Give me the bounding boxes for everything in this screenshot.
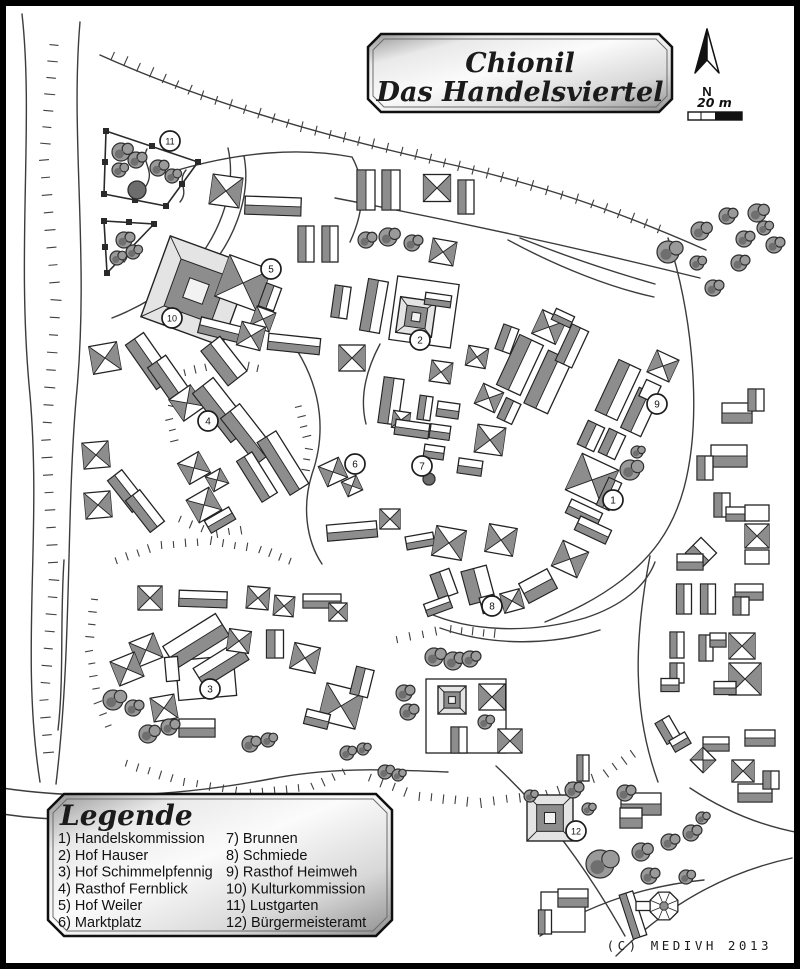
building — [164, 656, 179, 681]
building — [429, 424, 451, 441]
building — [714, 682, 736, 695]
building — [357, 170, 375, 210]
map-title-line1: Chionil — [465, 48, 575, 79]
building — [273, 595, 295, 617]
building — [474, 424, 506, 456]
building — [745, 524, 769, 548]
map-marker-number: 8 — [489, 601, 495, 613]
building — [209, 174, 243, 208]
building — [661, 679, 679, 692]
legend-item-5: 5) Hof Weiler — [58, 898, 143, 915]
title-plaque — [368, 34, 672, 112]
building — [89, 342, 121, 374]
building — [429, 360, 453, 384]
building — [729, 633, 755, 659]
pyramid-roof-building — [438, 686, 466, 714]
map-marker-9 — [647, 394, 667, 414]
building — [436, 401, 460, 419]
building — [677, 554, 703, 570]
map-title-line2: Das Handelsviertel — [376, 77, 664, 108]
building — [329, 603, 347, 621]
building — [697, 456, 713, 480]
building — [429, 238, 457, 266]
fence-post — [102, 159, 108, 165]
fence-post — [104, 270, 110, 276]
building — [748, 389, 764, 411]
building — [138, 586, 162, 610]
building — [298, 226, 314, 262]
map-marker-number: 12 — [570, 826, 582, 837]
building — [432, 526, 467, 561]
building — [726, 507, 746, 521]
legend-item-12: 12) Bürgermeisteramt — [226, 915, 367, 931]
building — [179, 719, 215, 737]
map-marker-number: 10 — [166, 313, 178, 324]
map-marker-3 — [200, 679, 220, 699]
legend-title: Legende — [60, 799, 193, 832]
map-marker-number: 9 — [654, 399, 660, 411]
building — [424, 175, 451, 202]
map-marker-12 — [566, 821, 586, 841]
building — [465, 345, 488, 368]
building — [710, 633, 726, 647]
north-label: N — [702, 84, 712, 99]
fence-post — [151, 221, 157, 227]
map-marker-4 — [198, 411, 218, 431]
fence-post — [126, 219, 132, 225]
building — [227, 629, 252, 654]
building — [382, 170, 400, 210]
building — [290, 643, 321, 674]
building — [457, 458, 483, 476]
map-marker-number: 2 — [417, 335, 423, 347]
building — [677, 584, 692, 614]
building — [733, 597, 749, 615]
map-marker-10 — [162, 308, 182, 328]
building — [701, 584, 716, 614]
fence-post — [103, 128, 109, 134]
building — [745, 505, 769, 521]
building — [479, 684, 505, 710]
copyright-text: (C) MEDIVH 2013 — [606, 938, 772, 953]
legend-item-3: 3) Hof Schimmelpfennig — [58, 864, 213, 881]
building — [745, 730, 775, 746]
building — [236, 321, 265, 350]
building — [577, 755, 589, 781]
building — [458, 180, 474, 214]
legend-item-8: 8) Schmiede — [226, 847, 308, 864]
garden-pond — [128, 181, 146, 199]
building — [451, 727, 467, 753]
map-marker-5 — [261, 259, 281, 279]
map-marker-number: 1 — [610, 495, 616, 507]
building — [380, 509, 400, 529]
fence-post — [163, 203, 169, 209]
building — [245, 196, 302, 216]
building — [485, 524, 517, 556]
building — [558, 889, 588, 907]
building — [620, 808, 642, 828]
map-marker-6 — [345, 454, 365, 474]
building — [763, 771, 779, 789]
map-marker-8 — [482, 596, 502, 616]
building — [745, 550, 769, 564]
map-marker-number: 5 — [268, 264, 274, 276]
scale-label: 20 m — [697, 95, 732, 110]
legend-item-9: 9) Rasthof Heimweh — [226, 864, 358, 881]
fence-post — [149, 143, 155, 149]
fence-post — [195, 159, 201, 165]
building — [703, 737, 729, 751]
legend-item-4: 4) Rasthof Fernblick — [58, 881, 188, 898]
scale-bar-filled-segment — [715, 112, 742, 120]
legend-panel — [48, 794, 392, 936]
map-marker-number: 11 — [165, 136, 175, 147]
building — [84, 491, 112, 519]
building — [498, 729, 522, 753]
legend-item-6: 6) Marktplatz — [58, 915, 142, 931]
building — [246, 586, 270, 610]
legend-item-2: 2) Hof Hauser — [58, 847, 149, 864]
map-marker-11 — [160, 131, 180, 151]
fence-post — [101, 191, 107, 197]
building — [150, 694, 178, 722]
building — [267, 630, 284, 658]
map-marker-1 — [603, 490, 623, 510]
octagon-tower — [650, 892, 678, 920]
map-marker-number: 4 — [205, 416, 211, 428]
map-marker-number: 3 — [207, 684, 213, 696]
map-marker-2 — [410, 330, 430, 350]
legend-item-1: 1) Handelskommission — [58, 831, 205, 847]
map-marker-7 — [412, 456, 432, 476]
building — [711, 445, 747, 467]
building — [179, 590, 228, 608]
fence-post — [102, 244, 108, 250]
building — [322, 226, 338, 262]
building — [339, 345, 365, 371]
building — [670, 632, 684, 658]
building — [539, 910, 552, 934]
building — [732, 760, 754, 782]
building — [500, 589, 524, 613]
legend-item-7: 7) Brunnen — [226, 831, 298, 847]
fence-post — [101, 218, 107, 224]
fence-post — [179, 181, 185, 187]
building — [417, 395, 433, 421]
legend-item-11: 11) Lustgarten — [226, 898, 319, 915]
building — [82, 441, 110, 469]
map-marker-number: 6 — [352, 459, 358, 471]
map-marker-number: 7 — [419, 461, 425, 473]
building — [326, 521, 377, 541]
legend-item-10: 10) Kulturkommission — [226, 881, 366, 898]
